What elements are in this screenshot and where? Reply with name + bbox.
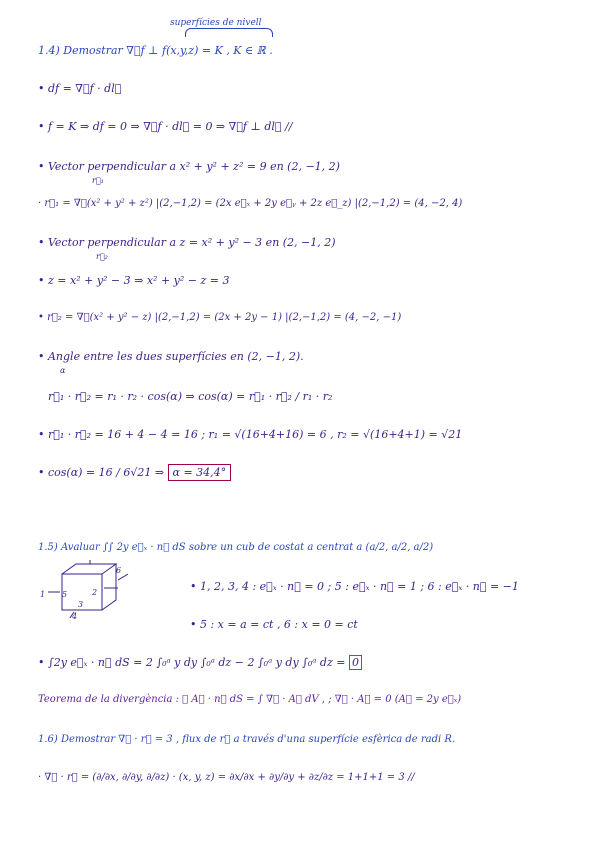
dot-product-formula: r⃗₁ · r⃗₂ = r₁ · r₂ · cos(α) ⇒ cos(α) = r⃗₁ · r⃗₂ / r₁ · r₂ [48, 390, 333, 403]
alpha-label: α [60, 366, 66, 375]
f-constant-line: • f = K ⇒ df = 0 ⇒ ∇⃗f · dl⃗ = 0 ⇒ ∇⃗f ⊥ dl⃗ // [38, 120, 293, 133]
alpha-result-box: α = 34,4° [168, 464, 232, 481]
problem-1-5-header: 1.5) Avaluar ∫∫ 2y e⃗ₓ · n⃗ dS sobre un cub de costat a centrat a (a/2, a/2, a/2) [38, 542, 434, 553]
dot-product-values: • r⃗₁ · r⃗₂ = 16 + 4 − 4 = 16 ; r₁ = √(16+4+16) = 6 , r₂ = √(16+4+1) = √21 [38, 428, 463, 441]
cube-face-3: 3 [78, 600, 84, 609]
faces-positions: • 5 : x = a = ct , 6 : x = 0 = ct [190, 618, 358, 631]
cube-face-5: 5 [62, 590, 68, 599]
problem-1-4-header: 1.4) Demostrar ∇⃗f ⊥ f(x,y,z) = K , K ∈ ℝ . [38, 44, 273, 57]
divergence-r-calc: · ∇⃗ · r⃗ = (∂/∂x, ∂/∂y, ∂/∂z) · (x, y, z) = ∂x/∂x + ∂y/∂y + ∂z/∂z = 1+1+1 = 3 // [38, 772, 415, 783]
brace-mark [185, 28, 273, 37]
integral-result-box: 0 [349, 655, 362, 670]
df-line: • df = ∇⃗f · dl⃗ [38, 82, 122, 95]
integral-line [38, 656, 362, 669]
divergence-theorem: Teorema de la divergència : ∮ A⃗ · n⃗ dS = ∫ ∇⃗ · A⃗ dV , ; ∇⃗ · A⃗ = 0 (A⃗ = 2y e⃗ₓ) [38, 694, 462, 705]
cos-expression: • cos(α) = 16 / 6√21 ⇒ [38, 466, 168, 479]
faces-normals: • 1, 2, 3, 4 : e⃗ₓ · n⃗ = 0 ; 5 : e⃗ₓ · n⃗ = 1 ; 6 : e⃗ₓ · n⃗ = −1 [190, 580, 519, 593]
cube-face-4: 4 [72, 612, 78, 621]
r1-calc: · r⃗₁ = ∇⃗(x² + y² + z²) |(2,−1,2) = (2x e⃗ₓ + 2y e⃗ᵧ + 2z e⃗_z) |(2,−1,2) = (4, −2, 4) [38, 198, 463, 209]
vector-perp-2: • Vector perpendicular a z = x² + y² − 3 en (2, −1, 2) [38, 236, 336, 249]
cube-face-1: 1 [40, 590, 46, 599]
vector-perp-1: • Vector perpendicular a x² + y² + z² = 9 en (2, −1, 2) [38, 160, 340, 173]
annotation-superficies: superfícies de nivell [170, 18, 262, 28]
cos-value [38, 466, 231, 479]
problem-1-6-header: 1.6) Demostrar ∇⃗ · r⃗ = 3 , flux de r⃗ a través d'una superfície esfèrica de radi R. [38, 734, 456, 745]
r1-label: r⃗₁ [92, 176, 104, 185]
z-equation: • z = x² + y² − 3 ⇒ x² + y² − z = 3 [38, 274, 230, 287]
integral-expression: • ∫2y e⃗ₓ · n⃗ dS = 2 ∫₀ᵃ y dy ∫₀ᵃ dz − 2 ∫₀ᵃ y dy ∫₀ᵃ dz = [38, 656, 349, 669]
r2-calc: • r⃗₂ = ∇⃗(x² + y² − z) |(2,−1,2) = (2x + 2y − 1) |(2,−1,2) = (4, −2, −1) [38, 312, 402, 323]
angle-line: • Angle entre les dues superfícies en (2, −1, 2). [38, 350, 304, 363]
cube-face-6: 6 [116, 566, 122, 575]
cube-face-2: 2 [92, 588, 98, 597]
r2-label: r⃗₂ [96, 252, 108, 261]
